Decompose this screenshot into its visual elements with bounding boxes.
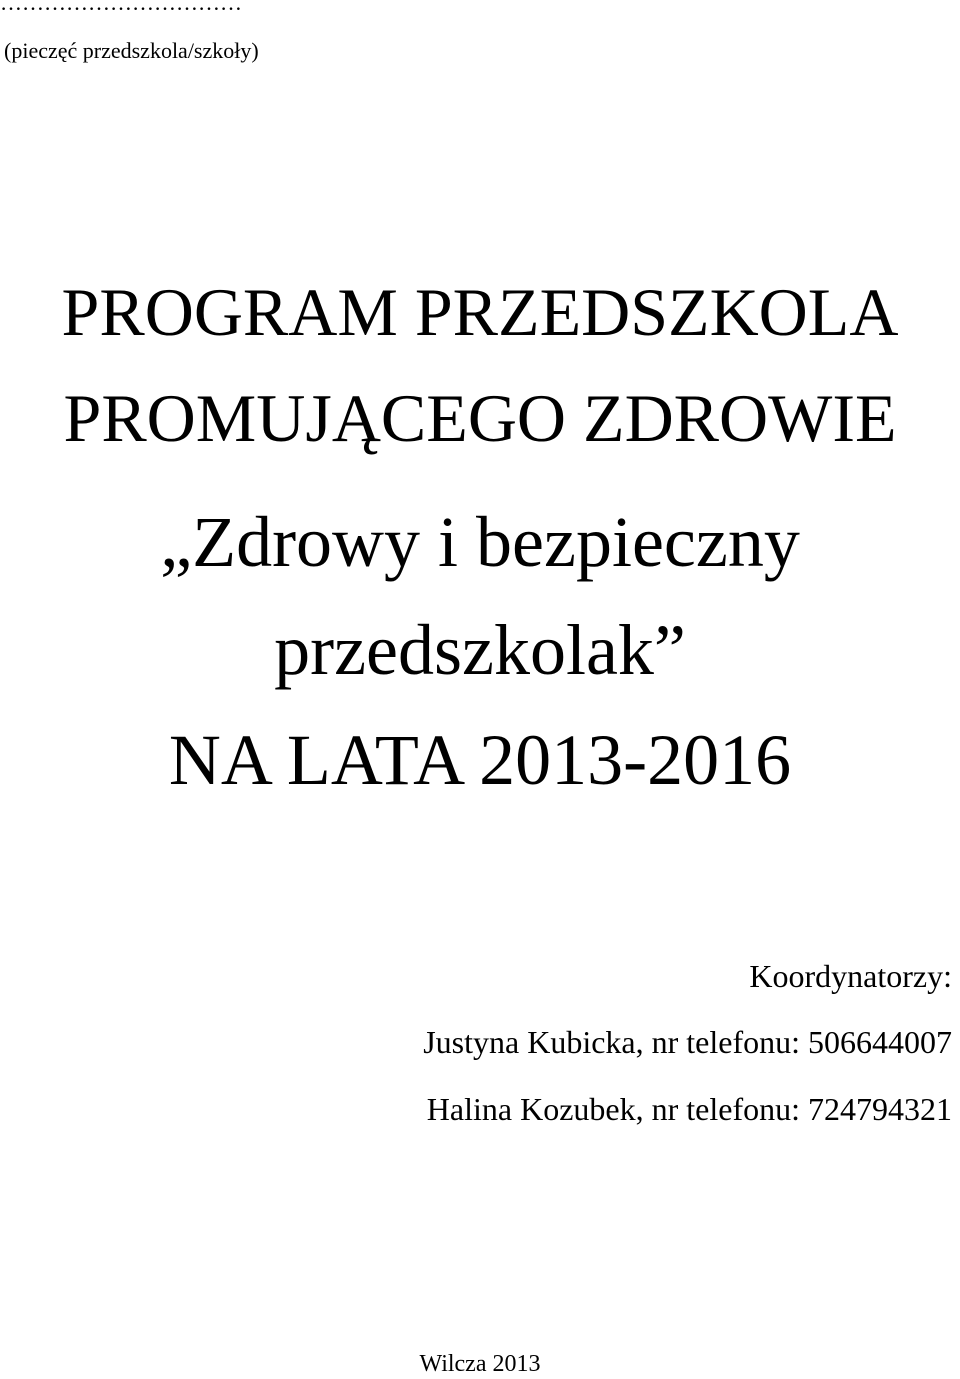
program-subtitle-line-2: przedszkolak” xyxy=(274,610,686,690)
program-subtitle-line-1: „Zdrowy i bezpieczny xyxy=(160,502,800,582)
stamp-label: (pieczęć przedszkola/szkoły) xyxy=(4,38,259,63)
coordinator-entry: Halina Kozubek, nr telefonu: 724794321 xyxy=(426,1091,952,1127)
place-and-date: Wilcza 2013 xyxy=(419,1351,541,1377)
program-title-line-1: PROGRAM PRZEDSZKOLA xyxy=(61,274,899,350)
coordinators-heading: Koordynatorzy: xyxy=(749,958,952,994)
stamp-dotted-line: …………………………… xyxy=(0,0,242,15)
program-years: NA LATA 2013-2016 xyxy=(168,720,792,800)
coordinator-entry: Justyna Kubicka, nr telefonu: 506644007 xyxy=(423,1024,952,1060)
program-title-line-2: PROMUJĄCEGO ZDROWIE xyxy=(63,380,897,456)
